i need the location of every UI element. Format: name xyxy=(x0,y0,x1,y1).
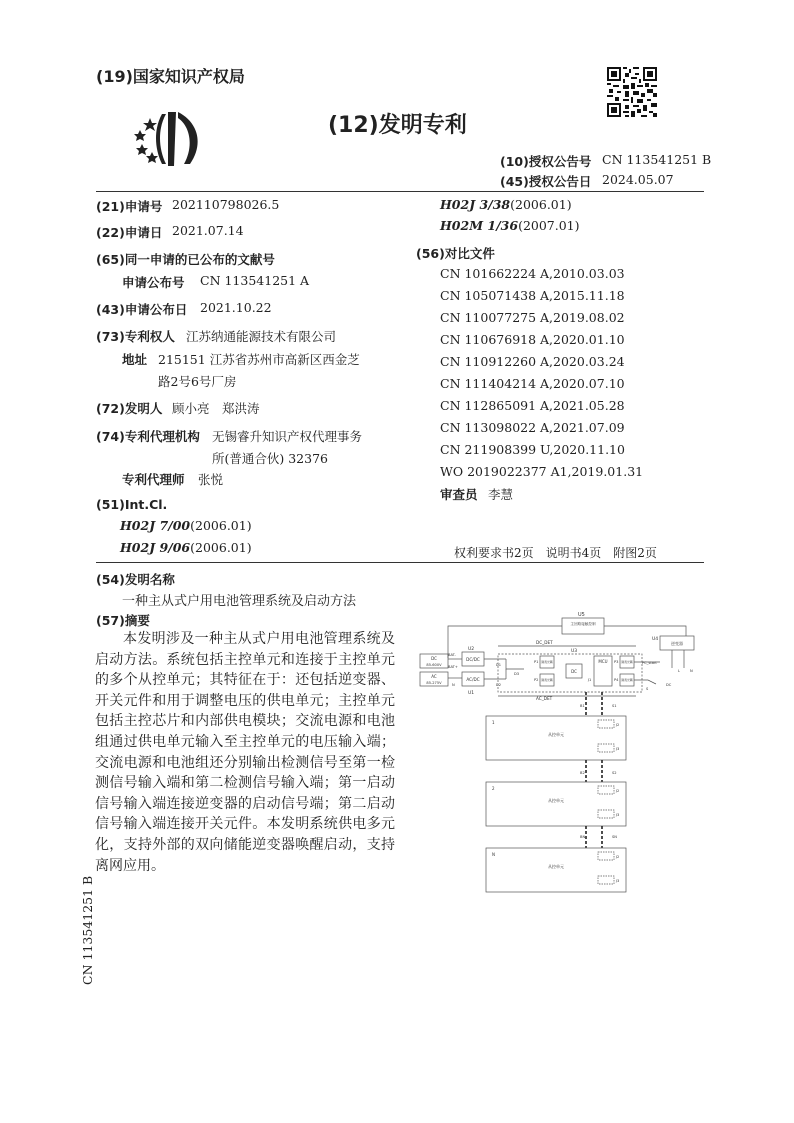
u3-label: U3 xyxy=(571,649,578,654)
slave-unit-2-text: 从控单元 xyxy=(548,798,564,803)
iso3-text: 隔离光耦 xyxy=(621,660,633,664)
dc-source-range: 85-600V xyxy=(426,663,442,667)
dc-switch-label: DC xyxy=(666,683,672,687)
iso1-text: 隔离光耦 xyxy=(541,660,553,664)
publication-date: 2021.10.22 xyxy=(200,300,272,315)
side-patent-number: CN 113541251 B xyxy=(80,875,95,985)
int-cl-entry: H02J 9/06(2006.01) xyxy=(120,540,252,555)
system-diagram xyxy=(416,606,698,896)
patentee-label: (73)专利权人 xyxy=(96,329,175,344)
application-number-label: (21)申请号 xyxy=(96,199,163,214)
cited-reference: CN 113098022 A,2021.07.09 xyxy=(440,420,625,435)
slave-unit-1-box xyxy=(486,716,626,760)
abstract-label: (57)摘要 xyxy=(96,613,150,628)
d2-label: D2 xyxy=(496,683,502,687)
invention-title-label: (54)发明名称 xyxy=(96,572,175,587)
prior-publication-label: (65)同一申请的已公布的文献号 xyxy=(96,252,275,267)
address-line-2: 路2号6号厂房 xyxy=(158,374,237,389)
address-label: 地址 xyxy=(122,352,148,367)
dcdc-text: DC/DC xyxy=(466,657,480,662)
slave-unit-1-index: 1 xyxy=(492,720,495,725)
u5-box-text: 主回路接触控制 xyxy=(570,622,596,626)
s1-label: S1 xyxy=(612,704,617,708)
slave-unit-n-text: 从控单元 xyxy=(548,864,564,869)
bat-plus-label: BAT+ xyxy=(448,665,458,669)
cited-references-label: (56)对比文件 xyxy=(416,246,495,261)
slave-unit-2-box xyxy=(486,782,626,826)
biblio-divider xyxy=(96,562,704,563)
u4-label: U4 xyxy=(652,637,659,642)
grant-date-label: (45)授权公告日 xyxy=(500,174,592,189)
s-label: S xyxy=(646,687,649,691)
u5-label: U5 xyxy=(578,612,585,618)
invention-title: 一种主从式户用电池管理系统及启动方法 xyxy=(122,594,357,609)
publication-date-label: (43)申请公布日 xyxy=(96,302,188,317)
grant-number: CN 113541251 B xyxy=(602,152,712,167)
n2-label: N xyxy=(690,669,693,673)
slave-2-j3: J3 xyxy=(616,813,620,817)
application-date-label: (22)申请日 xyxy=(96,225,163,240)
inventors: 顾小亮 郑洪涛 xyxy=(172,401,260,416)
prior-publication-number-label: 申请公布号 xyxy=(122,275,185,290)
d3-label: D3 xyxy=(514,672,520,676)
u2-label: U2 xyxy=(468,647,475,652)
sn-label: SN xyxy=(612,835,617,839)
u1-label: U1 xyxy=(468,691,475,696)
prior-publication-number: CN 113541251 A xyxy=(200,273,310,288)
agency-label: (74)专利代理机构 xyxy=(96,429,200,444)
p4-label: P4 xyxy=(614,678,619,682)
b1-label: B1 xyxy=(580,704,585,708)
p3-label: P3 xyxy=(614,660,619,664)
cited-reference: CN 111404214 A,2020.07.10 xyxy=(440,376,625,391)
slave-2-j2: J2 xyxy=(616,789,620,793)
cnipa-logo xyxy=(128,108,210,168)
inventor-label: (72)发明人 xyxy=(96,401,163,416)
internal-dc-text: DC xyxy=(571,669,577,674)
page-counts: 权利要求书2页 说明书4页 附图2页 xyxy=(454,546,657,560)
qr-code xyxy=(607,67,657,117)
grant-date: 2024.05.07 xyxy=(602,172,674,187)
examiner: 李慧 xyxy=(488,487,514,502)
slave-unit-n-box xyxy=(486,848,626,892)
bat-minus-label: BAT- xyxy=(448,653,456,657)
agency-line-2: 所(普通合伙) 32376 xyxy=(212,451,328,466)
dc-det-label: DC_DET xyxy=(536,640,553,645)
ac-det-label: AC_DET xyxy=(536,696,553,701)
n-label: N xyxy=(452,683,455,687)
cited-reference: CN 211908399 U,2020.11.10 xyxy=(440,442,625,457)
cited-reference: WO 2019022377 A1,2019.01.31 xyxy=(440,464,644,479)
p2-label: P2 xyxy=(534,678,539,682)
iso4-text: 隔离光耦 xyxy=(621,678,633,682)
l-label: L xyxy=(678,669,681,673)
slave-n-j3: J3 xyxy=(616,879,620,883)
slave-n-j2: J2 xyxy=(616,855,620,859)
address-line-1: 215151 江苏省苏州市高新区西金芝 xyxy=(158,352,360,367)
dc-source-label: DC xyxy=(431,656,437,661)
header-divider xyxy=(96,191,704,192)
agent-label: 专利代理师 xyxy=(122,472,185,487)
slave-1-j3: J3 xyxy=(616,747,620,751)
slave-1-j2: J2 xyxy=(616,723,620,727)
cited-reference: CN 110077275 A,2019.08.02 xyxy=(440,310,625,325)
cited-reference: CN 110912260 A,2020.03.24 xyxy=(440,354,625,369)
pc-start-label: PC_start xyxy=(642,661,657,665)
cited-reference: CN 112865091 A,2021.05.28 xyxy=(440,398,625,413)
iso2-text: 隔离光耦 xyxy=(541,678,553,682)
cited-reference: CN 101662224 A,2010.03.03 xyxy=(440,266,625,281)
cited-reference: CN 110676918 A,2020.01.10 xyxy=(440,332,625,347)
u5-box xyxy=(562,618,604,634)
inverter-text: 逆变器 xyxy=(671,641,683,646)
agency-line-1: 无锡睿升知识产权代理事务 xyxy=(212,429,363,444)
application-date: 2021.07.14 xyxy=(172,223,244,238)
slave-unit-1-text: 从控单元 xyxy=(548,732,564,737)
p1-label: P1 xyxy=(534,660,539,664)
s2-label: S2 xyxy=(612,771,617,775)
int-cl-label: (51)Int.Cl. xyxy=(96,497,168,512)
examiner-label: 审查员 xyxy=(440,487,478,502)
application-number: 202110798026.5 xyxy=(172,197,280,212)
b2-label: B2 xyxy=(580,771,585,775)
cited-reference: CN 105071438 A,2015.11.18 xyxy=(440,288,625,303)
patent-office: (19)国家知识产权局 xyxy=(96,67,245,86)
int-cl-entry: H02J 3/38(2006.01) xyxy=(440,197,572,212)
ac-source-label: AC xyxy=(431,674,437,679)
bn-label: BN xyxy=(580,835,586,839)
patentee: 江苏纳通能源技术有限公司 xyxy=(186,329,337,344)
int-cl-entry: H02M 1/36(2007.01) xyxy=(440,218,580,233)
acdc-text: AC/DC xyxy=(466,677,480,682)
slave-unit-n-index: N xyxy=(492,852,495,857)
mcu-text: MCU xyxy=(598,659,608,664)
ac-source-range: 85-275V xyxy=(426,681,442,685)
document-type: (12)发明专利 xyxy=(328,113,467,138)
grant-number-label: (10)授权公告号 xyxy=(500,154,592,169)
slave-unit-2-index: 2 xyxy=(492,786,495,791)
agent: 张悦 xyxy=(198,472,224,487)
int-cl-entry: H02J 7/00(2006.01) xyxy=(120,518,252,533)
d1-label: D1 xyxy=(496,663,502,667)
j1-label: J1 xyxy=(588,678,592,682)
abstract-text: 本发明涉及一种主从式户用电池管理系统及启动方法。系统包括主控单元和连接于主控单元的多个从控单元；其特征在于：还包括逆变器、开关元件和用于调整电压的供电单元；主控单元包括主控芯片和内部供电模块；交流电源和电池组通过供电单元输入至主控单元的电压输入端；交流电源和电池组还分别输出检测信号至第一检测信号输入端和第二检测信号输入端；第一启动信号输入端连接逆变器的启动信号端；第二启动信号输入端连接开关元件。本发明系统供电多元化，支持外部的双向储能逆变器唤醒启动，支持离网应用。 xyxy=(95,631,395,874)
